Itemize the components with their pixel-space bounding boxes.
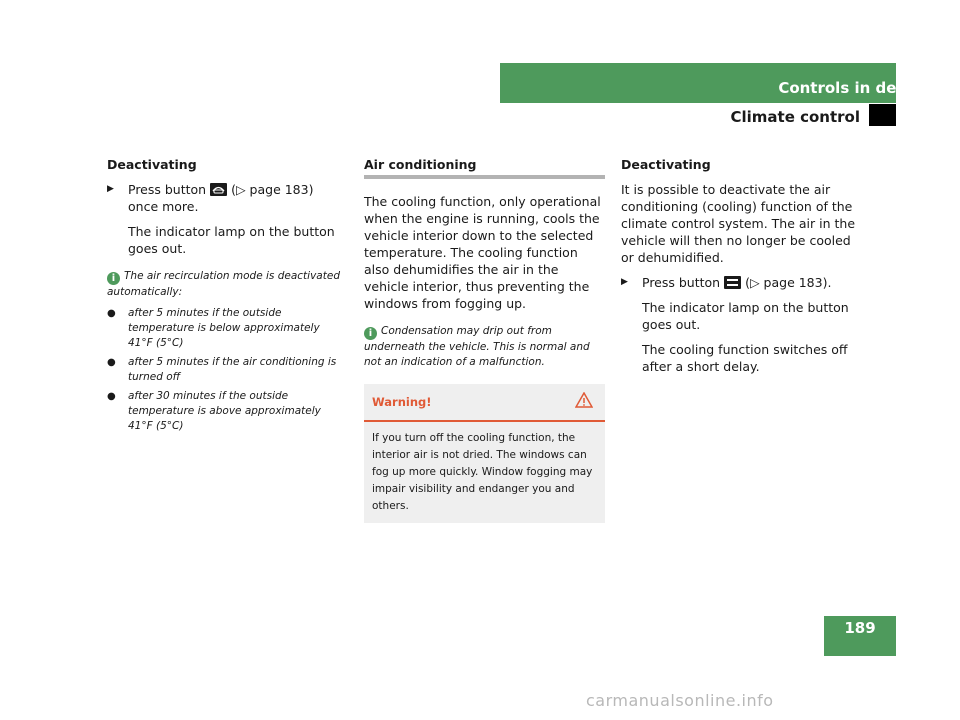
instruction-step [107, 181, 347, 215]
warning-icon [575, 392, 593, 412]
info-note [107, 269, 347, 434]
header-marker [869, 104, 896, 126]
bullet-dot-icon: ● [107, 308, 116, 319]
subsection-title: Climate control [730, 108, 860, 126]
air-conditioning-heading: Air conditioning [364, 156, 605, 179]
step-prefix: Press button [642, 275, 721, 290]
warning-title: Warning! [372, 394, 432, 409]
page-number: 189 [844, 619, 876, 637]
instruction-step [621, 274, 861, 291]
deactivating-heading: Deactivating [107, 157, 197, 172]
instruction-text [642, 274, 831, 291]
note-list [107, 306, 347, 434]
step-suffix: (▷ page 183). [745, 275, 832, 290]
column-left [107, 156, 347, 438]
deactivating-heading: Deactivating [621, 157, 711, 172]
step-result: The cooling function switches off after a short delay. [642, 342, 848, 374]
warning-box [364, 384, 605, 523]
watermark-text: carmanualsonline.info [586, 691, 774, 710]
note-list-item [107, 355, 347, 385]
note-intro: The air recirculation mode is deactivated automatically: [107, 270, 340, 298]
air-conditioning-body: The cooling function, only operational when the engine is running, cools the vehicle interior down to the selected temperature. The cooling function also dehumidifies the air in the vehicle interior, thus preventing the windows from fogging up. [364, 194, 601, 311]
column-middle [364, 156, 605, 523]
note-item-text: after 5 minutes if the outside temperature is below approximately 41°F (5°C) [128, 307, 320, 349]
bullet-dot-icon: ● [107, 391, 116, 402]
section-title: Controls in detail [778, 79, 924, 97]
step-result: The indicator lamp on the button goes out. [128, 224, 335, 256]
step-suffix: (▷ page 183) once more. [128, 182, 314, 214]
deactivating-body: It is possible to deactivate the air conditioning (cooling) function of the climate control system. The air in the vehicle will then no longer be cooled or dehumidified. [621, 182, 856, 265]
info-icon: i [107, 272, 120, 285]
instruction-text [128, 181, 347, 215]
triangle-bullet-icon: ▶ [107, 184, 114, 194]
note-list-item [107, 306, 347, 351]
info-note [364, 324, 605, 370]
step-result: The indicator lamp on the button goes out. [642, 300, 849, 332]
note-list-item [107, 389, 347, 434]
warning-body: If you turn off the cooling function, the interior air is not dried. The windows can fog up more quickly. Window fogging may impair visibility and endanger you and others. [372, 432, 593, 512]
note-item-text: after 5 minutes if the air conditioning is turned off [128, 356, 337, 383]
triangle-bullet-icon: ▶ [621, 277, 628, 287]
note-item-text: after 30 minutes if the outside temperature is above approximately 41°F (5°C) [128, 390, 321, 432]
info-icon: i [364, 327, 377, 340]
recirculation-button-icon [210, 183, 227, 196]
warning-header [364, 384, 605, 422]
step-prefix: Press button [128, 182, 207, 197]
bullet-dot-icon: ● [107, 357, 116, 368]
column-right [621, 156, 861, 383]
ac-off-button-icon [724, 276, 741, 289]
note-text: Condensation may drip out from underneath the vehicle. This is normal and not an indication of a malfunction. [364, 325, 590, 368]
